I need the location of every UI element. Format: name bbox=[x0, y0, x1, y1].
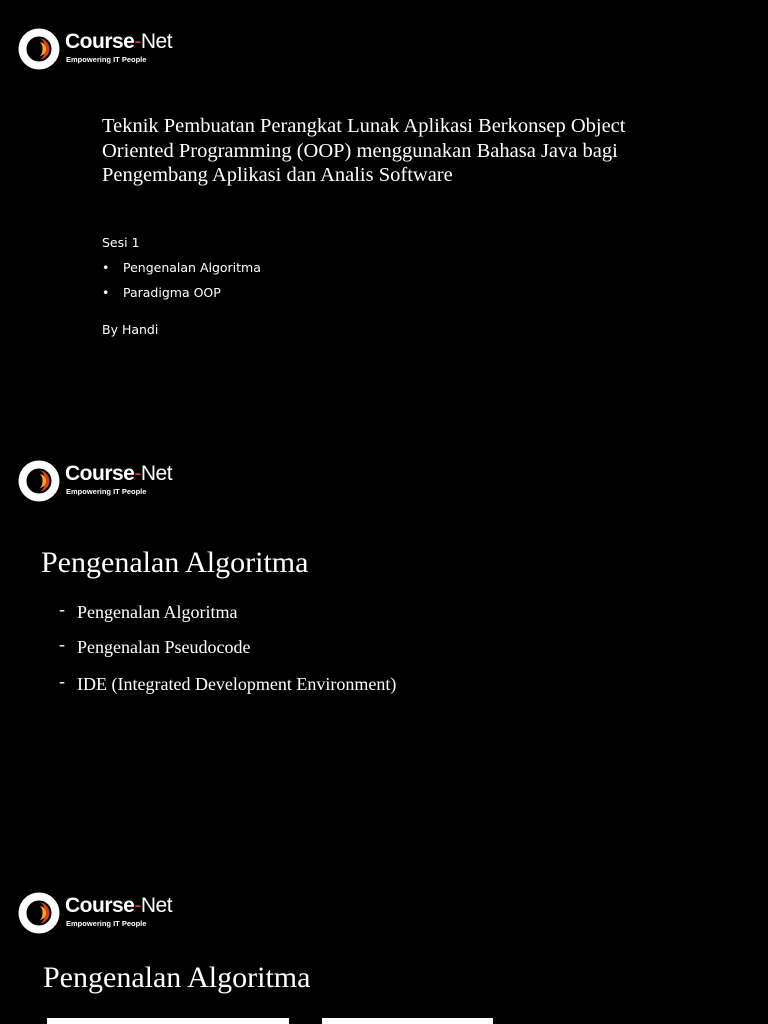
author-line: By Handi bbox=[102, 322, 159, 337]
logo-mark-icon bbox=[18, 460, 60, 502]
list-item: - Pengenalan Pseudocode bbox=[59, 634, 251, 657]
list-item: • Paradigma OOP bbox=[102, 285, 221, 300]
content-box bbox=[322, 1018, 493, 1024]
slide-agenda bbox=[0, 432, 768, 864]
session-label: Sesi 1 bbox=[102, 235, 140, 250]
course-net-logo bbox=[18, 460, 188, 504]
content-box bbox=[47, 1018, 289, 1024]
dash-bullet-icon: - bbox=[59, 634, 65, 654]
session-info bbox=[102, 234, 261, 339]
slide-heading: Pengenalan Algoritma bbox=[41, 546, 309, 579]
logo-wordmark: Course-Net bbox=[65, 894, 173, 917]
logo-tagline: Empowering IT People bbox=[66, 919, 147, 928]
logo-tagline: Empowering IT People bbox=[66, 55, 147, 64]
logo-mark-icon bbox=[18, 28, 60, 70]
list-item: - Pengenalan Algoritma bbox=[59, 599, 238, 622]
course-net-logo bbox=[18, 892, 188, 936]
dash-bullet-icon: - bbox=[59, 671, 65, 691]
logo-wordmark: Course-Net bbox=[65, 30, 173, 53]
bullet-icon: • bbox=[102, 285, 110, 300]
logo-wordmark: Course-Net bbox=[65, 462, 173, 485]
list-item: - IDE (Integrated Development Environment) bbox=[59, 671, 397, 694]
logo-tagline: Empowering IT People bbox=[66, 487, 147, 496]
course-net-logo bbox=[18, 28, 188, 72]
slide-title bbox=[0, 0, 768, 432]
logo-mark-icon bbox=[18, 892, 60, 934]
agenda-list bbox=[59, 601, 396, 695]
presentation-title: Teknik Pembuatan Perangkat Lunak Aplikasi Berkonsep Object Oriented Programming (OOP) menggunakan Bahasa Java bagi Pengembang Aplikasi dan Analis Software bbox=[102, 115, 626, 186]
list-item: • Pengenalan Algoritma bbox=[102, 260, 261, 275]
slide-heading: Pengenalan Algoritma bbox=[43, 961, 311, 994]
dash-bullet-icon: - bbox=[59, 599, 65, 619]
bullet-icon: • bbox=[102, 260, 110, 275]
session-topic-list bbox=[102, 259, 261, 302]
slide-algoritma bbox=[0, 864, 768, 1024]
